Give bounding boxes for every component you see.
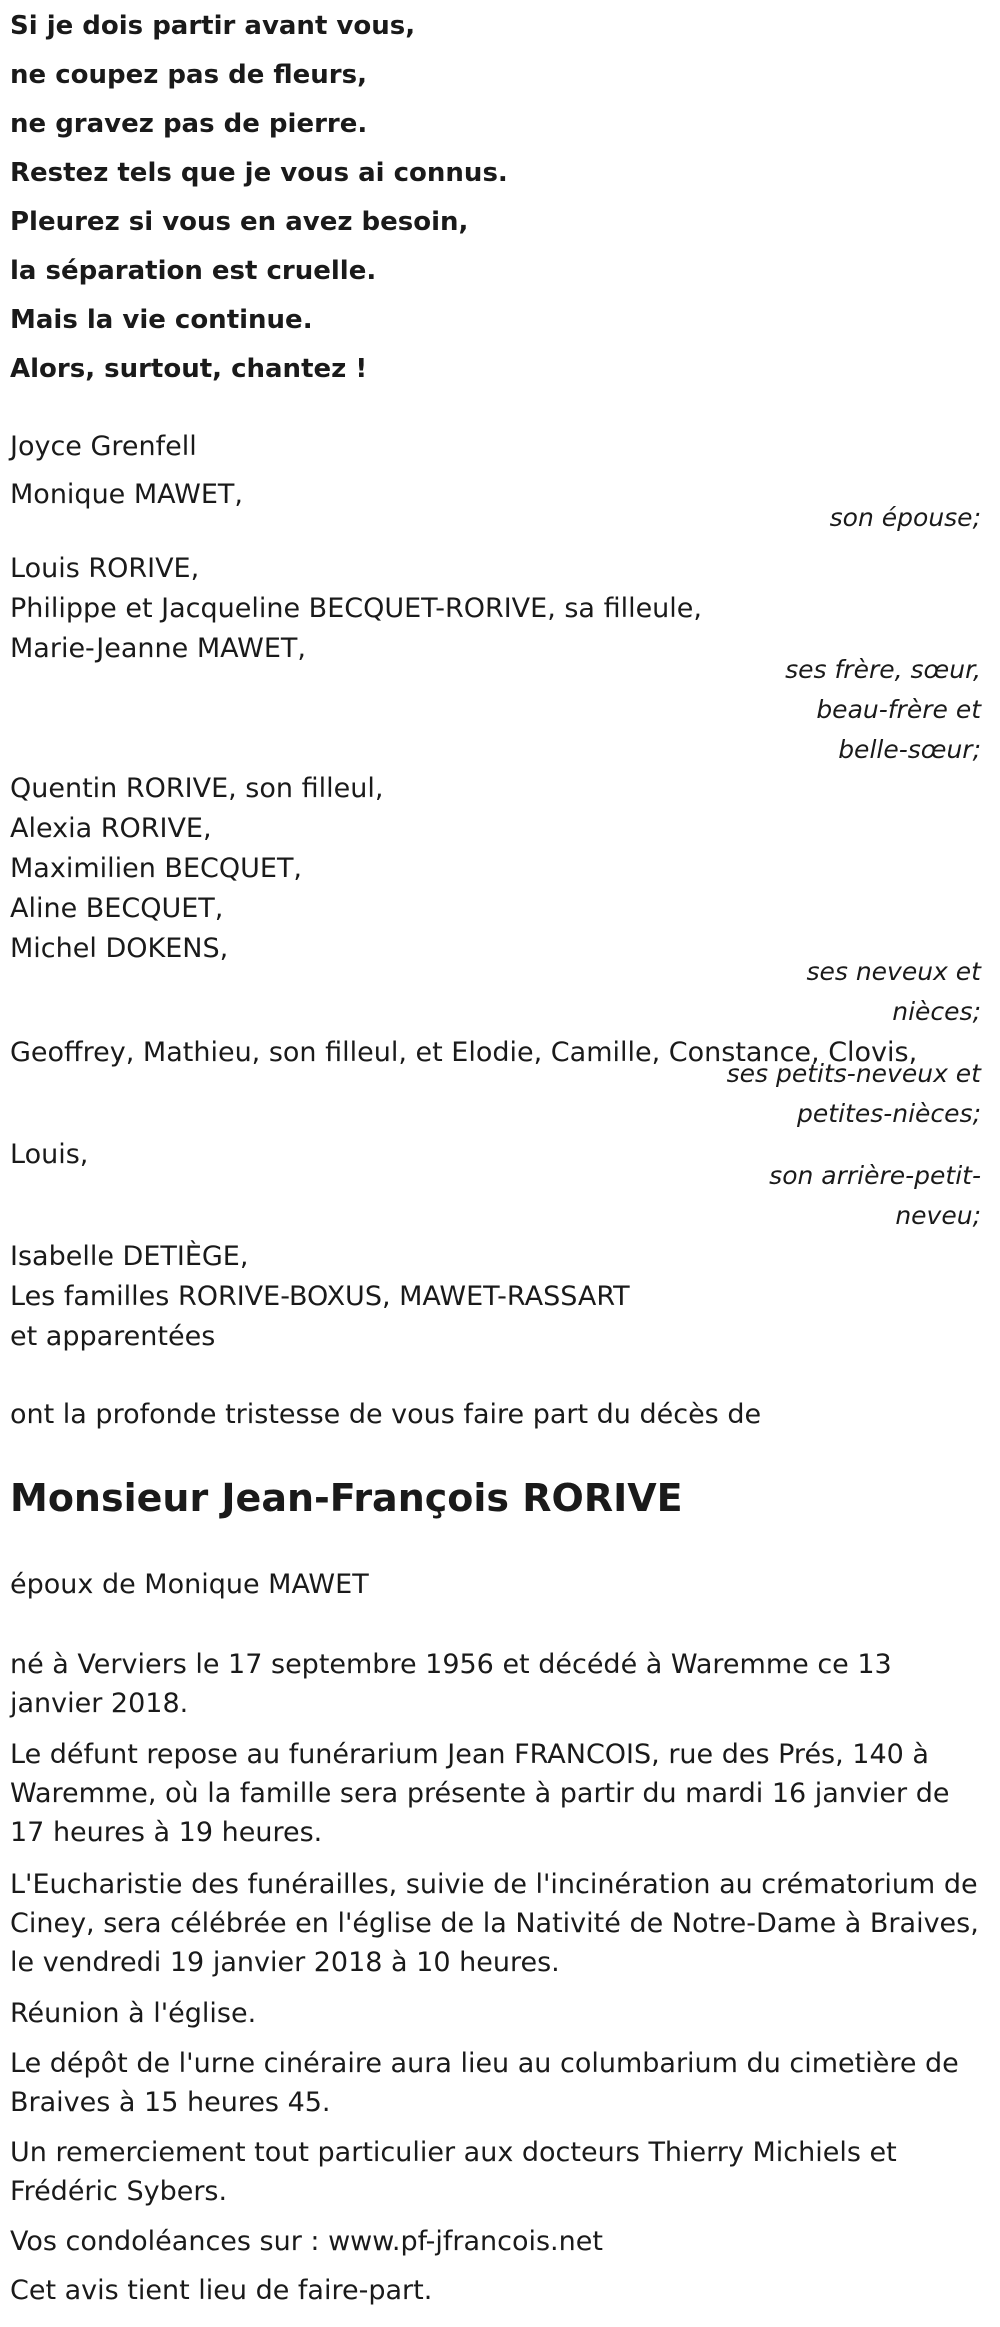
paragraph-meeting: Réunion à l'église. [10,1998,257,2029]
family-member: Louis, [10,1139,89,1170]
poem-line: ne coupez pas de fleurs, [10,60,367,90]
family-member: Marie-Jeanne MAWET, [10,633,306,664]
family-member: Philippe et Jacqueline BECQUET-RORIVE, sa filleule, [10,593,702,624]
poem-line: ne gravez pas de pierre. [10,109,368,139]
deceased-name: Monsieur Jean-François RORIVE [10,1476,683,1520]
role-label: neveu; [895,1201,981,1230]
poem-line: Mais la vie continue. [10,305,313,335]
role-label: belle-sœur; [838,735,981,764]
deceased-relation: époux de Monique MAWET [10,1569,369,1600]
paragraph-condolences: Vos condoléances sur : www.pf-jfrancois.net [10,2226,603,2257]
poem-line: la séparation est cruelle. [10,256,377,286]
poem-line: Pleurez si vous en avez besoin, [10,207,469,237]
poem-line: Si je dois partir avant vous, [10,11,416,41]
role-label: son arrière-petit- [769,1161,981,1190]
family-member: Les familles RORIVE-BOXUS, MAWET-RASSART [10,1281,630,1312]
family-spouse: Monique MAWET, [10,479,243,510]
role-label: nièces; [892,997,981,1026]
family-member: Geoffrey, Mathieu, son filleul, et Elodie, Camille, Constance, Clovis, [10,1037,918,1068]
role-label: beau-frère et [816,695,981,724]
family-member: et apparentées [10,1321,216,1352]
family-member: Aline BECQUET, [10,893,224,924]
paragraph-urn: Le dépôt de l'urne cinéraire aura lieu au columbarium du cimetière de Braives à 15 heures 45. [10,2048,959,2118]
family-member: Michel DOKENS, [10,933,229,964]
paragraph-notice: Cet avis tient lieu de faire-part. [10,2275,433,2306]
family-member: Maximilien BECQUET, [10,853,303,884]
poem-author: Joyce Grenfell [10,431,197,462]
paragraph-birth-death: né à Verviers le 17 septembre 1956 et décédé à Waremme ce 13 janvier 2018. [10,1649,892,1719]
poem [10,6,610,398]
paragraph-thanks: Un remerciement tout particulier aux docteurs Thierry Michiels et Frédéric Sybers. [10,2137,897,2207]
paragraph-funeral: L'Eucharistie des funérailles, suivie de l'incinération au crématorium de Ciney, sera célébrée en l'église de la Nativité de Notre-Dame à Braives, le vendredi 19 janvier 2018 à 10 heures. [10,1869,979,1978]
role-label: petites-nièces; [797,1099,981,1128]
announcement: ont la profonde tristesse de vous faire part du décès de [10,1399,762,1430]
role-label: ses petits-neveux et [726,1059,981,1088]
poem-line: Restez tels que je vous ai connus. [10,158,508,188]
poem-line: Alors, surtout, chantez ! [10,354,368,384]
family-member: Louis RORIVE, [10,553,200,584]
paragraph-funerarium: Le défunt repose au funérarium Jean FRANCOIS, rue des Prés, 140 à Waremme, où la famille sera présente à partir du mardi 16 janvier de 17 heures à 19 heures. [10,1739,950,1848]
family-member: Isabelle DETIÈGE, [10,1241,249,1272]
role-label: son épouse; [829,503,981,532]
family-member: Alexia RORIVE, [10,813,212,844]
family-member: Quentin RORIVE, son filleul, [10,773,384,804]
role-label: ses frère, sœur, [785,655,981,684]
role-label: ses neveux et [806,957,981,986]
